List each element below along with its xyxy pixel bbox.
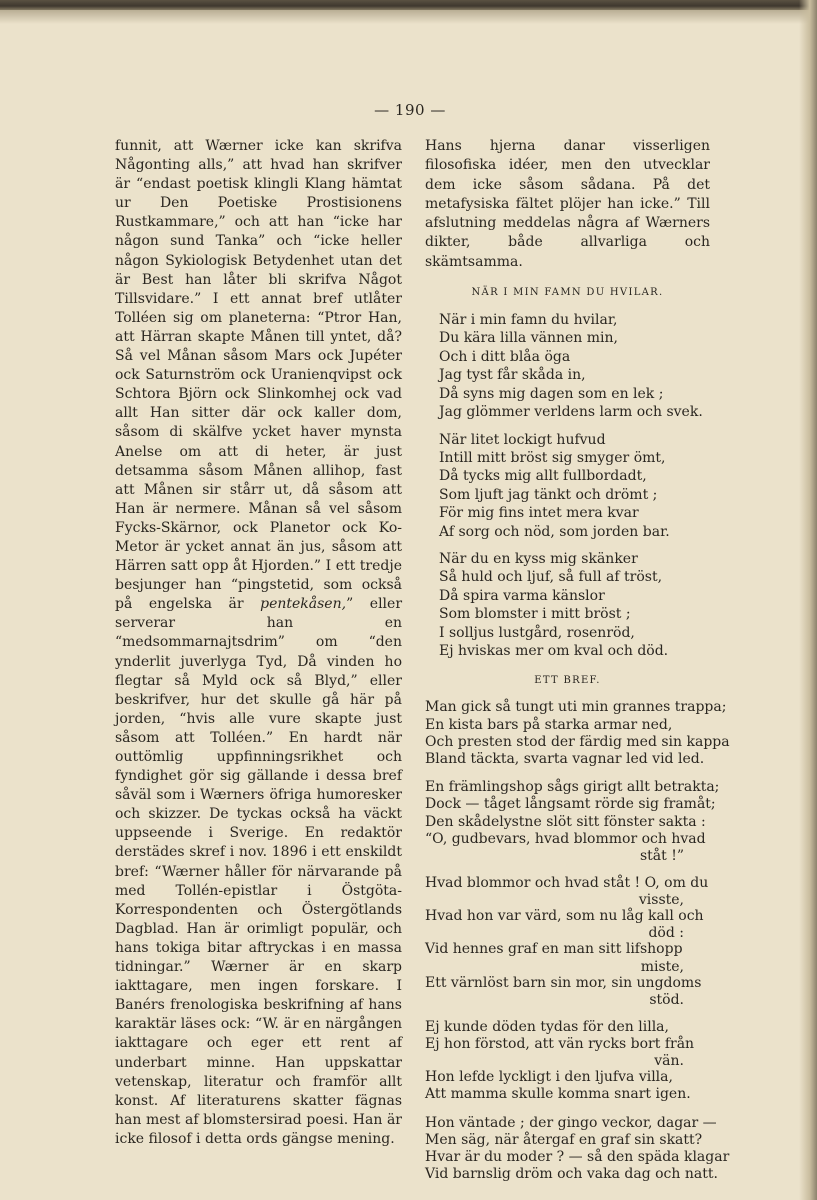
poem-line: En kista bars på starka armar ned, bbox=[425, 716, 673, 733]
poem-stanza bbox=[425, 1019, 710, 1104]
body-paragraph bbox=[115, 137, 402, 1149]
poem-line: När litet lockigt hufvud bbox=[439, 431, 606, 448]
italic-word: pentekåsen, bbox=[260, 596, 347, 613]
poem-line: Så huld och ljuf, så full af tröst, bbox=[439, 569, 663, 586]
poem-line-continuation: stöd. bbox=[649, 991, 684, 1008]
poem-line: Du kära lilla vännen min, bbox=[439, 330, 618, 347]
poem-line: Den skådelystne slöt sitt fönster sakta : bbox=[425, 813, 706, 830]
poem-stanza bbox=[425, 875, 710, 1008]
poem-line: Af sorg och nöd, som jorden bar. bbox=[439, 523, 670, 540]
right-column bbox=[425, 137, 730, 1194]
poem-line-continuation: vän. bbox=[654, 1053, 684, 1070]
poem-line-continuation: visste, bbox=[638, 892, 684, 909]
poem-stanza bbox=[425, 699, 730, 768]
poem-nar-i-min-famn bbox=[425, 311, 710, 660]
poem-line: Då syns mig dagen som en lek ; bbox=[439, 385, 664, 402]
poem-line: Ett värnlöst barn sin mor, sin ungdoms bbox=[425, 974, 702, 991]
poem-line: Jag tyst får skåda in, bbox=[439, 367, 586, 384]
poem-line: När du en kyss mig skänker bbox=[439, 550, 638, 567]
poem-ett-bref bbox=[425, 699, 730, 1183]
poem-stanza bbox=[439, 550, 710, 660]
poem-line: Ej hviskas mer om kval och död. bbox=[439, 642, 669, 659]
intro-paragraph: Hans hjerna danar visserligen filosofiska idéer, men den utvecklar dem icke såsom sådana. På det metafysiska fältet plöjer han icke.” Till afslutning meddelas några af Wærners dikter, både allvarliga och skämtsamma. bbox=[425, 138, 710, 270]
poem-line: När i min famn du hvilar, bbox=[439, 312, 618, 329]
poem-line: En främlingshop sågs girigt allt betrakta; bbox=[425, 779, 720, 796]
poem-line: Att mamma skulle komma snart igen. bbox=[425, 1086, 691, 1103]
poem-line: Jag glömmer verldens larm och svek. bbox=[439, 404, 703, 421]
poem-line: Och i ditt blåa öga bbox=[439, 348, 571, 365]
poem-line: För mig fins intet mera kvar bbox=[439, 505, 639, 522]
poem-line: Intill mitt bröst sig smyger ömt, bbox=[439, 449, 666, 466]
poem-line: Hon lefde lyckligt i den ljufva villa, bbox=[425, 1069, 673, 1086]
page-top-shadow bbox=[0, 10, 817, 24]
poem-line-continuation: miste, bbox=[640, 958, 684, 975]
paragraph-text: funnit, att Wærner icke kan skrifva Någonting alls,” att hvad han skrifver är “endast poetisk klingli Klang hämtat ur Den Poetiske Prostisionens Rustkammare,” och att han “icke har någon sund Tanka” och “icke heller någon Sykiologisk Betydenhet utan det är Best han låter bli skrifva Något Tillsvidare.” I ett annat bref utlåter Tolléen sig om planeterna: “Ptror Han, att Härran skapte Månen till yntet, då? Så vel Månan såsom Mars ock Jupéter ock Saturnström ock Uranienqvipst ock Schtora Björn ock Slinkomhej ock vad allt Han sitter där ock kaller dom, såsom di skälfve ycket haver mynsta Anelse om att di heter, är just detsamma såsom Månen allihop, fast att Månen sir stårr ut, då såsom att Han är nermere. Månan så vel såsom Fycks-Skärnor, ock Planetor ock Ko-Metor är ycket annat än jus, såsom att Härren satt opp åt Hjorden.” I ett tredje besjunger han “pingstetid, som också på engelska är bbox=[115, 138, 402, 613]
poem-line: Man gick så tungt uti min grannes trappa; bbox=[425, 699, 727, 716]
poem-line: Då tycks mig allt fullbordadt, bbox=[439, 468, 647, 485]
paragraph-text-continued: ” eller serverar han en “medsommarnajtsdrim” om “den ynderlit juverlyga Tyd, Då vinden ho flegtar så Myld ock så Blyd,” eller beskrifver, hur det skulle gå här på jorden, “hvis alle vure skapte just såsom att Tolléen.” En hardt när outtömlig uppfinningsrikhet och fyndighet gör sig gällande i dessa bref såväl som i Wærners öfriga humoresker och skizzer. De tyckas också ha väckt uppseende i Sverige. En redaktör derstädes skref i nov. 1896 i ett enskildt bref: “Wærner håller för närvarande på med Tollén-epistlar i Östgöta-Korrespondenten och Östergötlands Dagblad. Han är orimligt populär, och hans tokiga bitar aftryckas i en massa tidningar.” Wærner är en skarp iakttagare, men ingen forskare. I Banérs frenologiska beskrifning af hans karaktär läses ock: “W. är en närgången iakttagare och eger ett rent af underbart minne. Han uppskattar vetenskap, literatur och framför allt konst. Af literaturens skatter fägnas han mest af blomstersirad poesi. Han är icke filosof i detta ords gängse mening. bbox=[115, 596, 403, 1147]
poem-stanza bbox=[439, 431, 710, 541]
poem-line: Ej kunde döden tydas för den lilla, bbox=[425, 1018, 669, 1035]
poem-stanza bbox=[439, 311, 710, 421]
poem-line: Hon väntade ; der gingo veckor, dagar — bbox=[425, 1114, 717, 1131]
poem-line: Och presten stod der färdig med sin kappa bbox=[425, 733, 730, 750]
poem-line: Som blomster i mitt bröst ; bbox=[439, 606, 631, 623]
poem-line: Vid barnslig dröm och vaka dag och natt. bbox=[425, 1166, 718, 1183]
poem-line: Då spira varma känslor bbox=[439, 587, 605, 604]
poem-line: Ej hon förstod, att vän rycks bort från bbox=[425, 1036, 695, 1053]
poem-line-continuation: död : bbox=[648, 925, 684, 942]
poem-line: Hvad blommor och hvad ståt ! O, om du bbox=[425, 875, 709, 892]
poem-line: Hvad hon var värd, som nu låg kall och bbox=[425, 908, 704, 925]
poem-line: Bland täckta, svarta vagnar led vid led. bbox=[425, 751, 705, 767]
poem-line: I solljus lustgård, rosenröd, bbox=[439, 624, 635, 641]
poem-title-ett-bref: ETT BREF. bbox=[534, 675, 601, 687]
left-column bbox=[115, 137, 402, 1149]
poem-stanza bbox=[425, 779, 720, 865]
poem-line: Hvar är du moder ? — så den späda klagar bbox=[425, 1149, 730, 1166]
poem-line-continuation: ståt !” bbox=[639, 848, 684, 865]
poem-line: “O, gudbevars, hvad blommor och hvad bbox=[425, 830, 706, 847]
page-number: — 190 — bbox=[374, 101, 446, 119]
poem-line: Dock — tåget långsamt rörde sig framåt; bbox=[425, 796, 716, 813]
poem-line: Som ljuft jag tänkt och drömt ; bbox=[439, 486, 658, 503]
poem-line: Men säg, när återgaf en graf sin skatt? bbox=[425, 1131, 703, 1148]
poem-title-nar-i-min-famn: NÄR I MIN FAMN DU HVILAR. bbox=[471, 287, 664, 299]
poem-line: Vid hennes graf en man sitt lifshopp bbox=[425, 941, 683, 958]
page-top-edge bbox=[0, 0, 817, 10]
poem-stanza bbox=[425, 1114, 730, 1184]
page-right-edge bbox=[799, 0, 817, 1200]
